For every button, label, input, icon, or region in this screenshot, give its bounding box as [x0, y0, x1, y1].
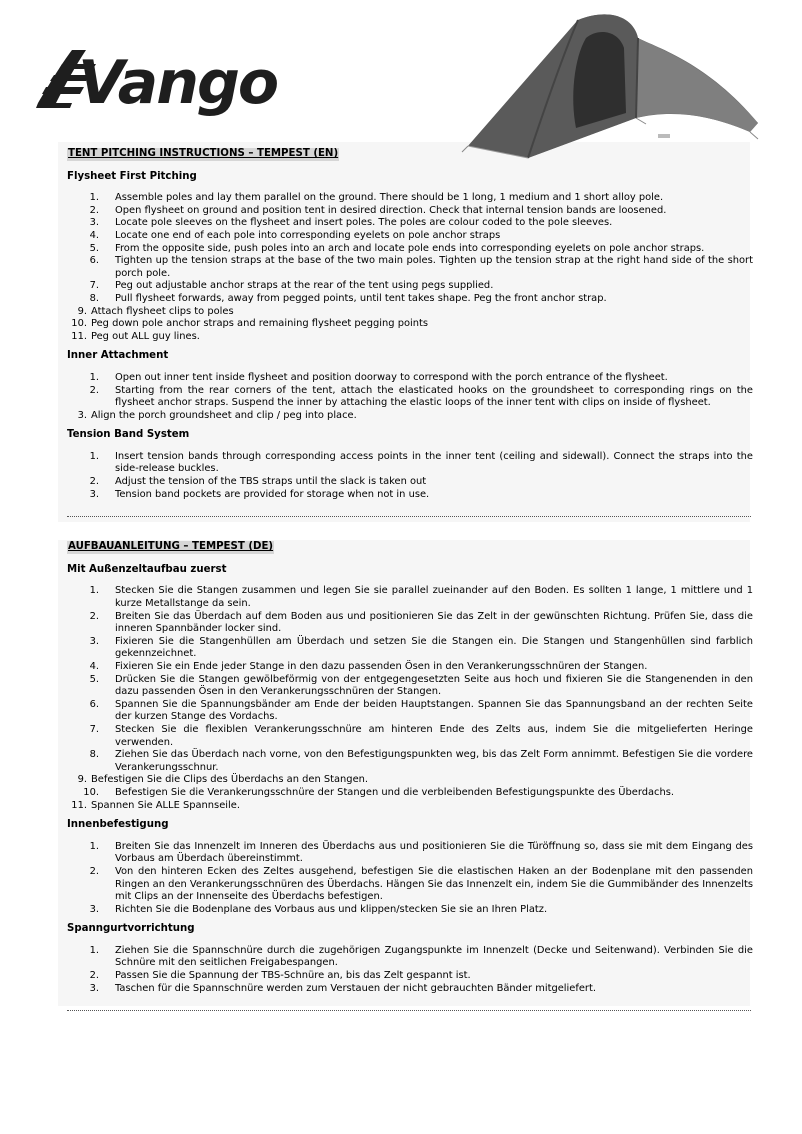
instruction-step — [67, 636, 753, 661]
step-number: 1. — [89, 450, 99, 462]
instruction-step — [67, 699, 753, 724]
step-number: 2. — [89, 610, 99, 622]
step-text: Open flysheet on ground and position tent in desired direction. Check that internal tension bands are loosened. — [115, 204, 667, 216]
instruction-step — [67, 410, 753, 423]
step-text: Richten Sie die Bodenplane des Vorbaus aus und klippen/stecken Sie sie an Ihren Platz. — [115, 903, 548, 915]
step-text: Fixieren Sie die Stangenhüllen am Überdach und setzen Sie die Stangen ein. Die Stangen und Stangenhüllen sind farblich gekennzeichnet. — [115, 635, 753, 660]
step-number: 8. — [89, 749, 99, 761]
instruction-step — [67, 787, 753, 800]
instruction-step — [67, 318, 753, 331]
step-number: 3. — [89, 903, 99, 915]
step-text: Befestigen Sie die Clips des Überdachs an den Stangen. — [91, 774, 369, 786]
tent-illustration — [458, 8, 764, 170]
instruction-list — [67, 945, 753, 995]
dotted-separator — [67, 1002, 751, 1011]
step-text: Pull flysheet forwards, away from pegged points, until tent takes shape. Peg the front anchor strap. — [115, 292, 607, 304]
step-text: Peg out ALL guy lines. — [91, 330, 200, 342]
step-text: Ziehen Sie das Überdach nach vorne, von den Befestigungspunkten weg, bis das Zelt Form annimmt. Befestigen Sie die vordere Verankerungsschnur. — [115, 749, 753, 773]
step-text: Stecken Sie die flexiblen Verankerungsschnüre am hinteren Ende des Zelts aus, indem Sie die mitgelieferten Heringe verwenden. — [115, 723, 753, 748]
step-number: 1. — [89, 840, 99, 852]
instruction-step — [67, 385, 753, 410]
step-number: 1. — [89, 192, 99, 204]
step-text: Peg out adjustable anchor straps at the rear of the tent using pegs supplied. — [115, 280, 494, 292]
step-number: 2. — [89, 970, 99, 982]
de-title: AUFBAUANLEITUNG – TEMPEST (DE) — [68, 541, 274, 553]
step-text: Breiten Sie das Überdach auf dem Boden aus und positionieren Sie das Zelt in der gewünschten Richtung. Prüfen Sie, dass die inneren Spannbänder locker sind. — [115, 610, 753, 635]
step-text: Tighten up the tension straps at the base of the two main poles. Tighten up the tension strap at the right hand side of the short porch pole. — [115, 255, 753, 279]
instruction-step — [67, 800, 753, 813]
step-text: Peg down pole anchor straps and remaining flysheet pegging points — [91, 318, 429, 330]
instruction-step — [67, 841, 753, 866]
en-body — [67, 171, 753, 502]
instruction-step — [67, 255, 753, 280]
step-number: 3. — [89, 488, 99, 500]
step-text: Insert tension bands through corresponding access points in the inner tent (ceiling and sidewall). Connect the straps into the side-release buckles. — [115, 450, 753, 475]
step-text: Passen Sie die Spannung der TBS-Schnüre an, bis das Zelt gespannt ist. — [115, 970, 471, 982]
step-text: Ziehen Sie die Spannschnüre durch die zugehörigen Zugangspunkte im Innenzelt (Decke und Seitenwand). Verbinden Sie die Schnüre mit den seitlichen Freigabespangen. — [115, 944, 753, 969]
instruction-step — [67, 451, 753, 476]
instruction-step — [67, 983, 753, 996]
section-heading: Mit Außenzeltaufbau zuerst — [67, 563, 227, 575]
step-text: From the opposite side, push poles into an arch and locate pole ends into corresponding eyelets on pole anchor straps. — [115, 242, 705, 254]
step-text: Spannen Sie die Spannungsbänder am Ende der beiden Hauptstangen. Spannen Sie das Spannungsband an der rechten Seite der kurzen Stange des Vordachs. — [115, 698, 753, 723]
section-heading: Flysheet First Pitching — [67, 170, 197, 182]
step-number: 2. — [89, 204, 99, 216]
step-number: 7. — [89, 723, 99, 735]
step-number: 7. — [89, 280, 99, 292]
step-number: 4. — [89, 661, 99, 672]
step-number: 3. — [89, 635, 99, 647]
step-number: 3. — [89, 982, 99, 994]
step-text: Breiten Sie das Innenzelt im Inneren des Überdachs aus und positionieren Sie die Türöffnung so, dass sie mit dem Eingang des Vorbaus am Überdach übereinstimmt. — [115, 840, 753, 865]
step-text: Spannen Sie ALLE Spannseile. — [91, 799, 240, 811]
instruction-list — [67, 451, 753, 501]
section-heading: Tension Band System — [67, 429, 190, 441]
step-text: Assemble poles and lay them parallel on the ground. There should be 1 long, 1 medium and 1 short alloy pole. — [115, 192, 664, 204]
step-number: 5. — [89, 673, 99, 685]
instruction-step — [67, 331, 753, 344]
instructions-document — [67, 148, 753, 1035]
step-text: Befestigen Sie die Verankerungsschnüre der Stangen und die verbleibenden Befestigungspunkte des Überdachs. — [115, 786, 674, 798]
instruction-step — [67, 243, 753, 256]
step-number: 6. — [89, 255, 99, 267]
step-text: Von den hinteren Ecken des Zeltes ausgehend, befestigen Sie die elastischen Haken an der Bodenplane mit den passenden Ringen an den Verankerungsschnüren des Überdachs. Hängen Sie das Innenzelt ein, indem Sie die Gummibänder des Innenzelts mit Clips an der Innenseite des Überdachs befestigen. — [115, 865, 753, 903]
instruction-step — [67, 945, 753, 970]
instruction-step — [67, 306, 753, 319]
step-number: 9. — [77, 774, 87, 786]
step-number: 2. — [89, 384, 99, 396]
instruction-step — [67, 774, 753, 787]
step-number: 11. — [71, 799, 87, 811]
step-number: 3. — [77, 409, 87, 421]
instruction-step — [67, 611, 753, 636]
step-number: 2. — [89, 476, 99, 488]
step-text: Drücken Sie die Stangen gewölbeförmig von der entgegengesetzten Seite aus hoch und fixieren Sie die Stangenenden in den dazu passenden Ösen in den Verankerungsschnüren der Stangen. — [115, 673, 753, 698]
step-number: 10. — [83, 786, 99, 798]
vango-logo — [36, 45, 306, 120]
instruction-step — [67, 280, 753, 293]
instruction-step — [67, 661, 753, 674]
step-text: Locate pole sleeves on the flysheet and insert poles. The poles are colour coded to the pole sleeves. — [115, 217, 613, 229]
instruction-step — [67, 372, 753, 385]
instruction-list — [67, 372, 753, 422]
instruction-step — [67, 674, 753, 699]
step-number: 11. — [71, 330, 87, 342]
instruction-step — [67, 230, 753, 243]
instruction-step — [67, 585, 753, 610]
de-body — [67, 564, 753, 995]
step-number: 1. — [89, 585, 99, 597]
step-text: Attach flysheet clips to poles — [91, 305, 234, 317]
instruction-step — [67, 293, 753, 306]
step-number: 2. — [89, 865, 99, 877]
instruction-list — [67, 585, 753, 812]
instruction-step — [67, 970, 753, 983]
en-title: TENT PITCHING INSTRUCTIONS – TEMPEST (EN) — [68, 148, 339, 159]
instruction-list — [67, 192, 753, 343]
step-text: Stecken Sie die Stangen zusammen und legen Sie sie parallel zueinander auf den Boden. Es sollten 1 lange, 1 mittlere und 1 kurze Metallstange da sein. — [115, 585, 753, 610]
step-number: 5. — [89, 242, 99, 254]
instruction-step — [67, 866, 753, 904]
instruction-step — [67, 904, 753, 917]
step-text: Align the porch groundsheet and clip / peg into place. — [91, 409, 357, 421]
brand-wordmark: Vango — [78, 48, 278, 118]
step-number: 8. — [89, 292, 99, 304]
instruction-step — [67, 749, 753, 774]
step-text: Tension band pockets are provided for storage when not in use. — [115, 488, 430, 500]
step-text: Starting from the rear corners of the tent, attach the elasticated hooks on the groundsheet to corresponding rings on the flysheet anchor straps. Suspend the inner by attaching the elastic loops of the inner tent with clips on inside of flysheet. — [115, 384, 753, 409]
step-text: Open out inner tent inside flysheet and position doorway to correspond with the porch entrance of the flysheet. — [115, 371, 668, 383]
instruction-step — [67, 217, 753, 230]
step-number: 9. — [77, 305, 87, 317]
section-heading: Spanngurtvorrichtung — [67, 923, 195, 935]
step-text: Adjust the tension of the TBS straps until the slack is taken out — [115, 476, 427, 488]
step-number: 4. — [89, 229, 99, 241]
instruction-step — [67, 489, 753, 502]
step-number: 1. — [89, 944, 99, 956]
instruction-step — [67, 724, 753, 749]
step-text: Locate one end of each pole into corresponding eyelets on pole anchor straps — [115, 229, 501, 241]
section-heading: Inner Attachment — [67, 350, 169, 362]
step-text: Taschen für die Spannschnüre werden zum Verstauen der nicht gebrauchten Bänder mitgeliefert. — [115, 982, 596, 994]
step-text: Fixieren Sie ein Ende jeder Stange in den dazu passenden Ösen in den Verankerungsschnüren der Stangen. — [115, 661, 648, 672]
dotted-separator — [67, 508, 751, 517]
step-number: 10. — [71, 318, 87, 330]
instruction-step — [67, 476, 753, 489]
step-number: 6. — [89, 698, 99, 710]
step-number: 1. — [89, 371, 99, 383]
instruction-step — [67, 205, 753, 218]
section-heading: Innenbefestigung — [67, 819, 169, 831]
instruction-step — [67, 192, 753, 205]
step-number: 3. — [89, 217, 99, 229]
instruction-list — [67, 841, 753, 917]
